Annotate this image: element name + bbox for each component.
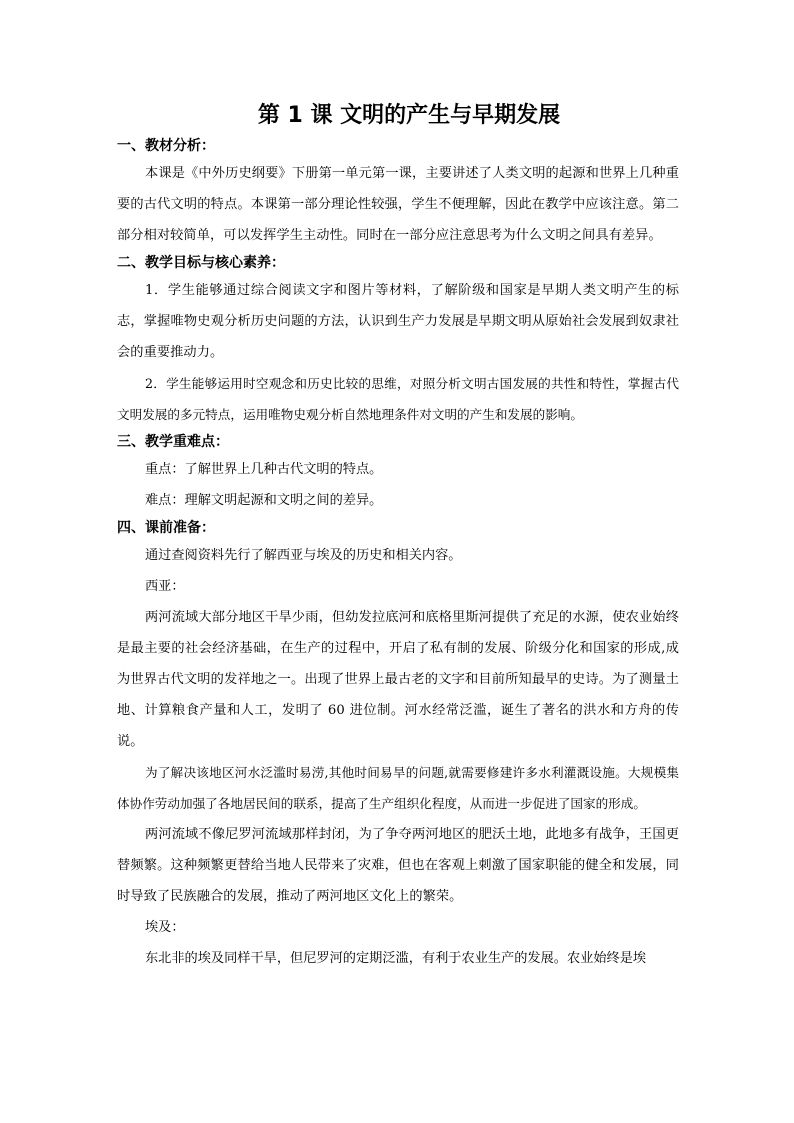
egypt-paragraph: 东北非的埃及同样干旱，但尼罗河的定期泛滥，有利于农业生产的发展。农业始终是埃 <box>145 951 647 966</box>
goal-paragraph-1: 1．学生能够通过综合阅读文字和图片等材料，了解阶级和国家是早期人类文明产生的标志，掌握唯物史观分析历史问题的方法，认识到生产力发展是早期文明从原始社会发展到奴隶社会的重要推动力。 <box>117 283 679 360</box>
west-asia-paragraph-3: 两河流域不像尼罗河流域那样封闭，为了争夺两河地区的肥沃土地，此地多有战争，王国更替频繁。这种频繁更替给当地人民带来了灾难，但也在客观上刺激了国家职能的健全和发展，同时导致了民族融合的发展，推动了两河地区文化上的繁荣。 <box>117 827 679 904</box>
goal-paragraph-2: 2．学生能够运用时空观念和历史比较的思维，对照分析文明古国发展的共性和特性，掌握古代文明发展的多元特点，运用唯物史观分析自然地理条件对文明的产生和发展的影响。 <box>117 376 679 422</box>
document-page <box>117 100 679 974</box>
west-asia-label: 西亚： <box>145 579 185 594</box>
difficult-point: 难点：理解文明起源和文明之间的差异。 <box>145 493 383 508</box>
analysis-paragraph: 本课是《中外历史纲要》下册第一单元第一课，主要讲述了人类文明的起源和世界上几种重要的古代文明的特点。本课第一部分理论性较强，学生不便理解，因此在教学中应该注意。第二部分相对较简单，可以发挥学生主动性。同时在一部分应注意思考为什么文明之间具有差异。 <box>117 166 679 243</box>
section-heading-goals: 二、教学目标与核心素养： <box>117 255 285 271</box>
west-asia-paragraph-2: 为了解决该地区河水泛滥时易涝,其他时间易旱的问题,就需要修建许多水利灌溉设施。大规模集体协作劳动加强了各地居民间的联系，提高了生产组织化程度，从而进一步促进了国家的形成。 <box>117 765 679 811</box>
section-heading-analysis: 一、教材分析： <box>117 138 215 154</box>
west-asia-paragraph-1: 两河流域大部分地区干旱少雨，但幼发拉底河和底格里斯河提供了充足的水源，使农业始终是最主要的社会经济基础，在生产的过程中，开启了私有制的发展、阶级分化和国家的形成,成为世界古代文明的发祥地之一。出现了世界上最古老的文字和目前所知最早的史诗。为了测量土地、计算粮食产量和人工，发明了 60 进位制。河水经常泛滥，诞生了著名的洪水和方舟的传说。 <box>117 610 679 749</box>
section-heading-prep: 四、课前准备： <box>117 520 215 536</box>
prep-intro: 通过查阅资料先行了解西亚与埃及的历史和相关内容。 <box>145 548 462 563</box>
section-heading-keypoints: 三、教学重难点： <box>117 434 229 450</box>
key-point: 重点：了解世界上几种古代文明的特点。 <box>145 462 383 477</box>
document-title: 第 1 课 文明的产生与早期发展 <box>257 103 561 128</box>
egypt-label: 埃及： <box>145 920 185 935</box>
